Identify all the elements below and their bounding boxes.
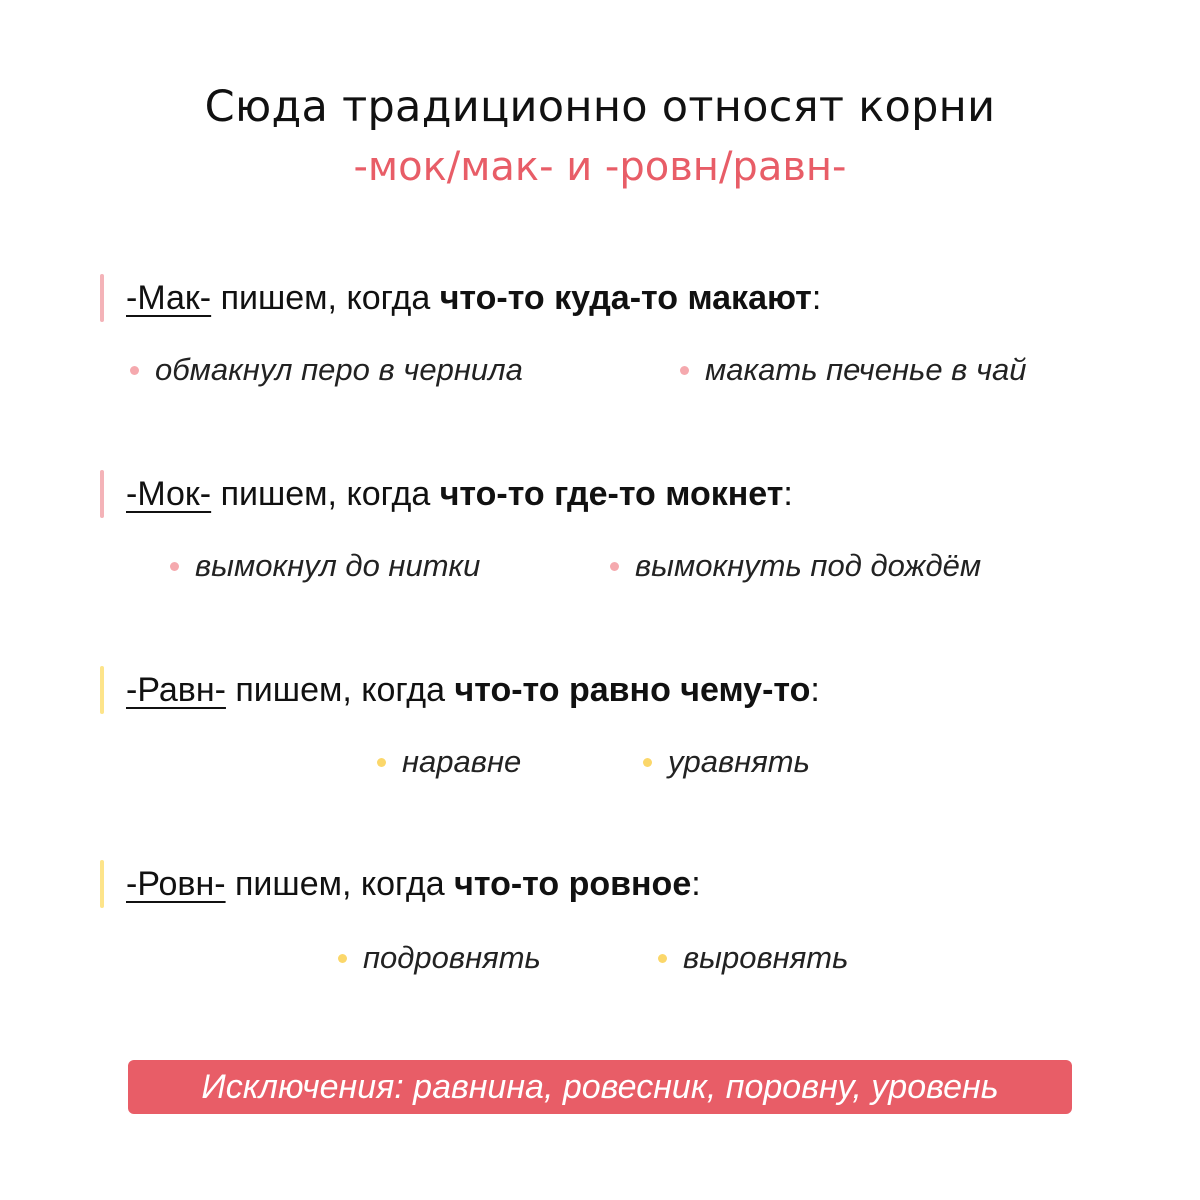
example-item bbox=[170, 548, 480, 584]
example-item bbox=[658, 940, 848, 976]
example-text: обмакнул перо в чернила bbox=[155, 352, 523, 387]
rule-colon: : bbox=[810, 670, 820, 709]
example-item bbox=[680, 352, 1027, 388]
example-text: выровнять bbox=[683, 940, 849, 975]
example-item bbox=[377, 744, 521, 780]
rule-condition: что-то ровное bbox=[454, 864, 692, 903]
page-subtitle: -мок/мак- и -ровн/равн- bbox=[353, 144, 847, 190]
rule-colon: : bbox=[691, 864, 701, 903]
bullet-icon bbox=[658, 954, 667, 963]
rule-mok bbox=[100, 470, 793, 518]
example-text: наравне bbox=[402, 744, 522, 779]
rule-root: -Мок- bbox=[126, 474, 212, 513]
example-text: подровнять bbox=[363, 940, 541, 975]
rule-marker bbox=[100, 666, 104, 714]
bullet-icon bbox=[610, 562, 619, 571]
example-item bbox=[610, 548, 981, 584]
rule-marker bbox=[100, 274, 104, 322]
bullet-icon bbox=[377, 758, 386, 767]
bullet-icon bbox=[130, 366, 139, 375]
example-text: макать печенье в чай bbox=[705, 352, 1027, 387]
rule-text: пишем, когда bbox=[211, 278, 440, 317]
example-text: уравнять bbox=[668, 744, 810, 779]
example-text: вымокнул до нитки bbox=[195, 548, 481, 583]
exceptions-banner: Исключения: равнина, ровесник, поровну, уровень bbox=[128, 1060, 1072, 1114]
rule-text: пишем, когда bbox=[211, 474, 440, 513]
bullet-icon bbox=[680, 366, 689, 375]
rule-rovn bbox=[100, 860, 701, 908]
example-item bbox=[643, 744, 810, 780]
bullet-icon bbox=[643, 758, 652, 767]
rule-colon: : bbox=[811, 278, 822, 317]
rule-root: -Ровн- bbox=[126, 864, 226, 903]
rule-mak bbox=[100, 274, 821, 322]
rule-condition: что-то равно чему-то bbox=[454, 670, 811, 709]
rule-marker bbox=[100, 470, 104, 518]
bullet-icon bbox=[338, 954, 347, 963]
rule-condition: что-то где-то мокнет bbox=[439, 474, 784, 513]
rule-root: -Мак- bbox=[126, 278, 212, 317]
rule-ravn bbox=[100, 666, 820, 714]
rule-colon: : bbox=[783, 474, 793, 513]
bullet-icon bbox=[170, 562, 179, 571]
example-text: вымокнуть под дождём bbox=[635, 548, 982, 583]
rule-root: -Равн- bbox=[126, 670, 226, 709]
rule-text: пишем, когда bbox=[225, 670, 455, 709]
rule-condition: что-то куда-то макают bbox=[439, 278, 812, 317]
example-item bbox=[338, 940, 541, 976]
rule-marker bbox=[100, 860, 104, 908]
rule-text: пишем, когда bbox=[225, 864, 455, 903]
page-title: Сюда традиционно относят корни bbox=[204, 82, 996, 132]
example-item bbox=[130, 352, 523, 388]
